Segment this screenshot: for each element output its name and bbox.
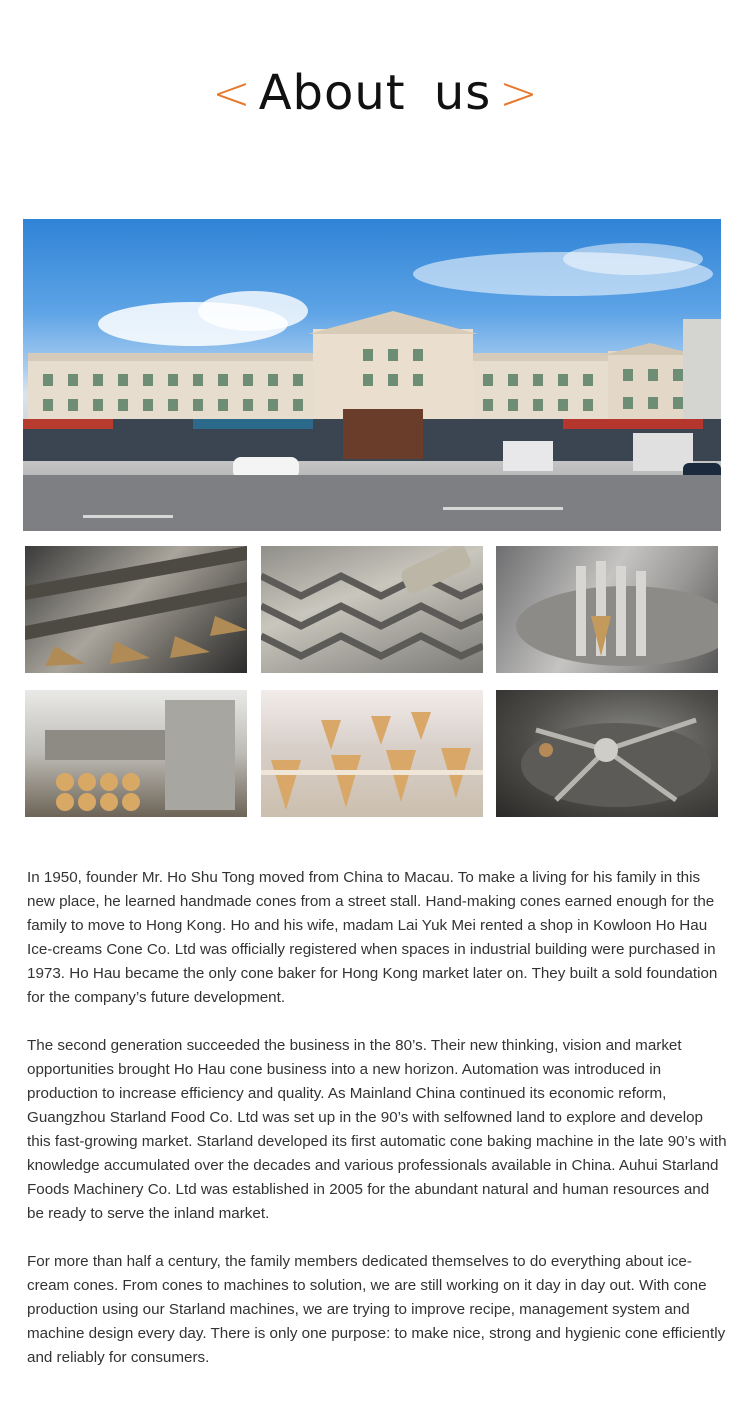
paragraph-second-generation: The second generation succeeded the business in the 80’s. Their new thinking, vision and market opportunities brought Ho Hau cone business into a new horizon. Automation was introduced in production to increase efficiency and quality. As Mainland China continued its economic reform, Guangzhou Starland Food Co. Ltd was set up in the 90’s with selfowned land to explore and develop this fast-growing market. Starland developed its first automatic cone baking machine in the late 90’s with knowledge accumulated over the decades and various professionals available in China. Auhui Starland Foods Machinery Co. Ltd was established in 2005 for the abundant natural and human resources and be ready to serve the inland market. bbox=[27, 1037, 727, 1222]
section-heading bbox=[0, 58, 750, 128]
rotary-cone-machine-photo bbox=[496, 690, 718, 817]
paragraph-mission: For more than half a century, the family members dedicated themselves to do everything about ice-cream cones. From cones to machines to solution, we are still working on it day in day out. With cone production using our Starland machines, we are trying to improve recipe, management system and machine design every day. There is only one purpose: to make nice, strong and hygienic cone efficiently and reliably for consumers. bbox=[27, 1253, 726, 1366]
about-text bbox=[27, 866, 727, 1394]
cone-molds-photo bbox=[25, 546, 247, 673]
cone-baking-line-photo bbox=[25, 690, 247, 817]
right-chevron-icon: > bbox=[499, 66, 538, 120]
factory-building-photo bbox=[23, 219, 721, 531]
paragraph-history: In 1950, founder Mr. Ho Shu Tong moved from China to Macau. To make a living for his family in this new place, he learned handmade cones from a street stall. Hand-making cones earned enough for the family to move to Hong Kong. Ho and his wife, madam Lai Yuk Mei rented a shop in Kowloon Ho Hau Ice-creams Cone Co. Ltd was officially registered when spaces in industrial building were purchased in 1973. Ho Hau became the only cone baker for Hong Kong market later on. They built a sold foundation for the company’s future development. bbox=[27, 869, 718, 1006]
cone-conveyor-photo bbox=[261, 690, 483, 817]
page-title: About us bbox=[258, 65, 492, 121]
baking-plate-photo bbox=[261, 546, 483, 673]
cone-machine-arms-photo bbox=[496, 546, 718, 673]
left-chevron-icon: < bbox=[212, 66, 251, 120]
